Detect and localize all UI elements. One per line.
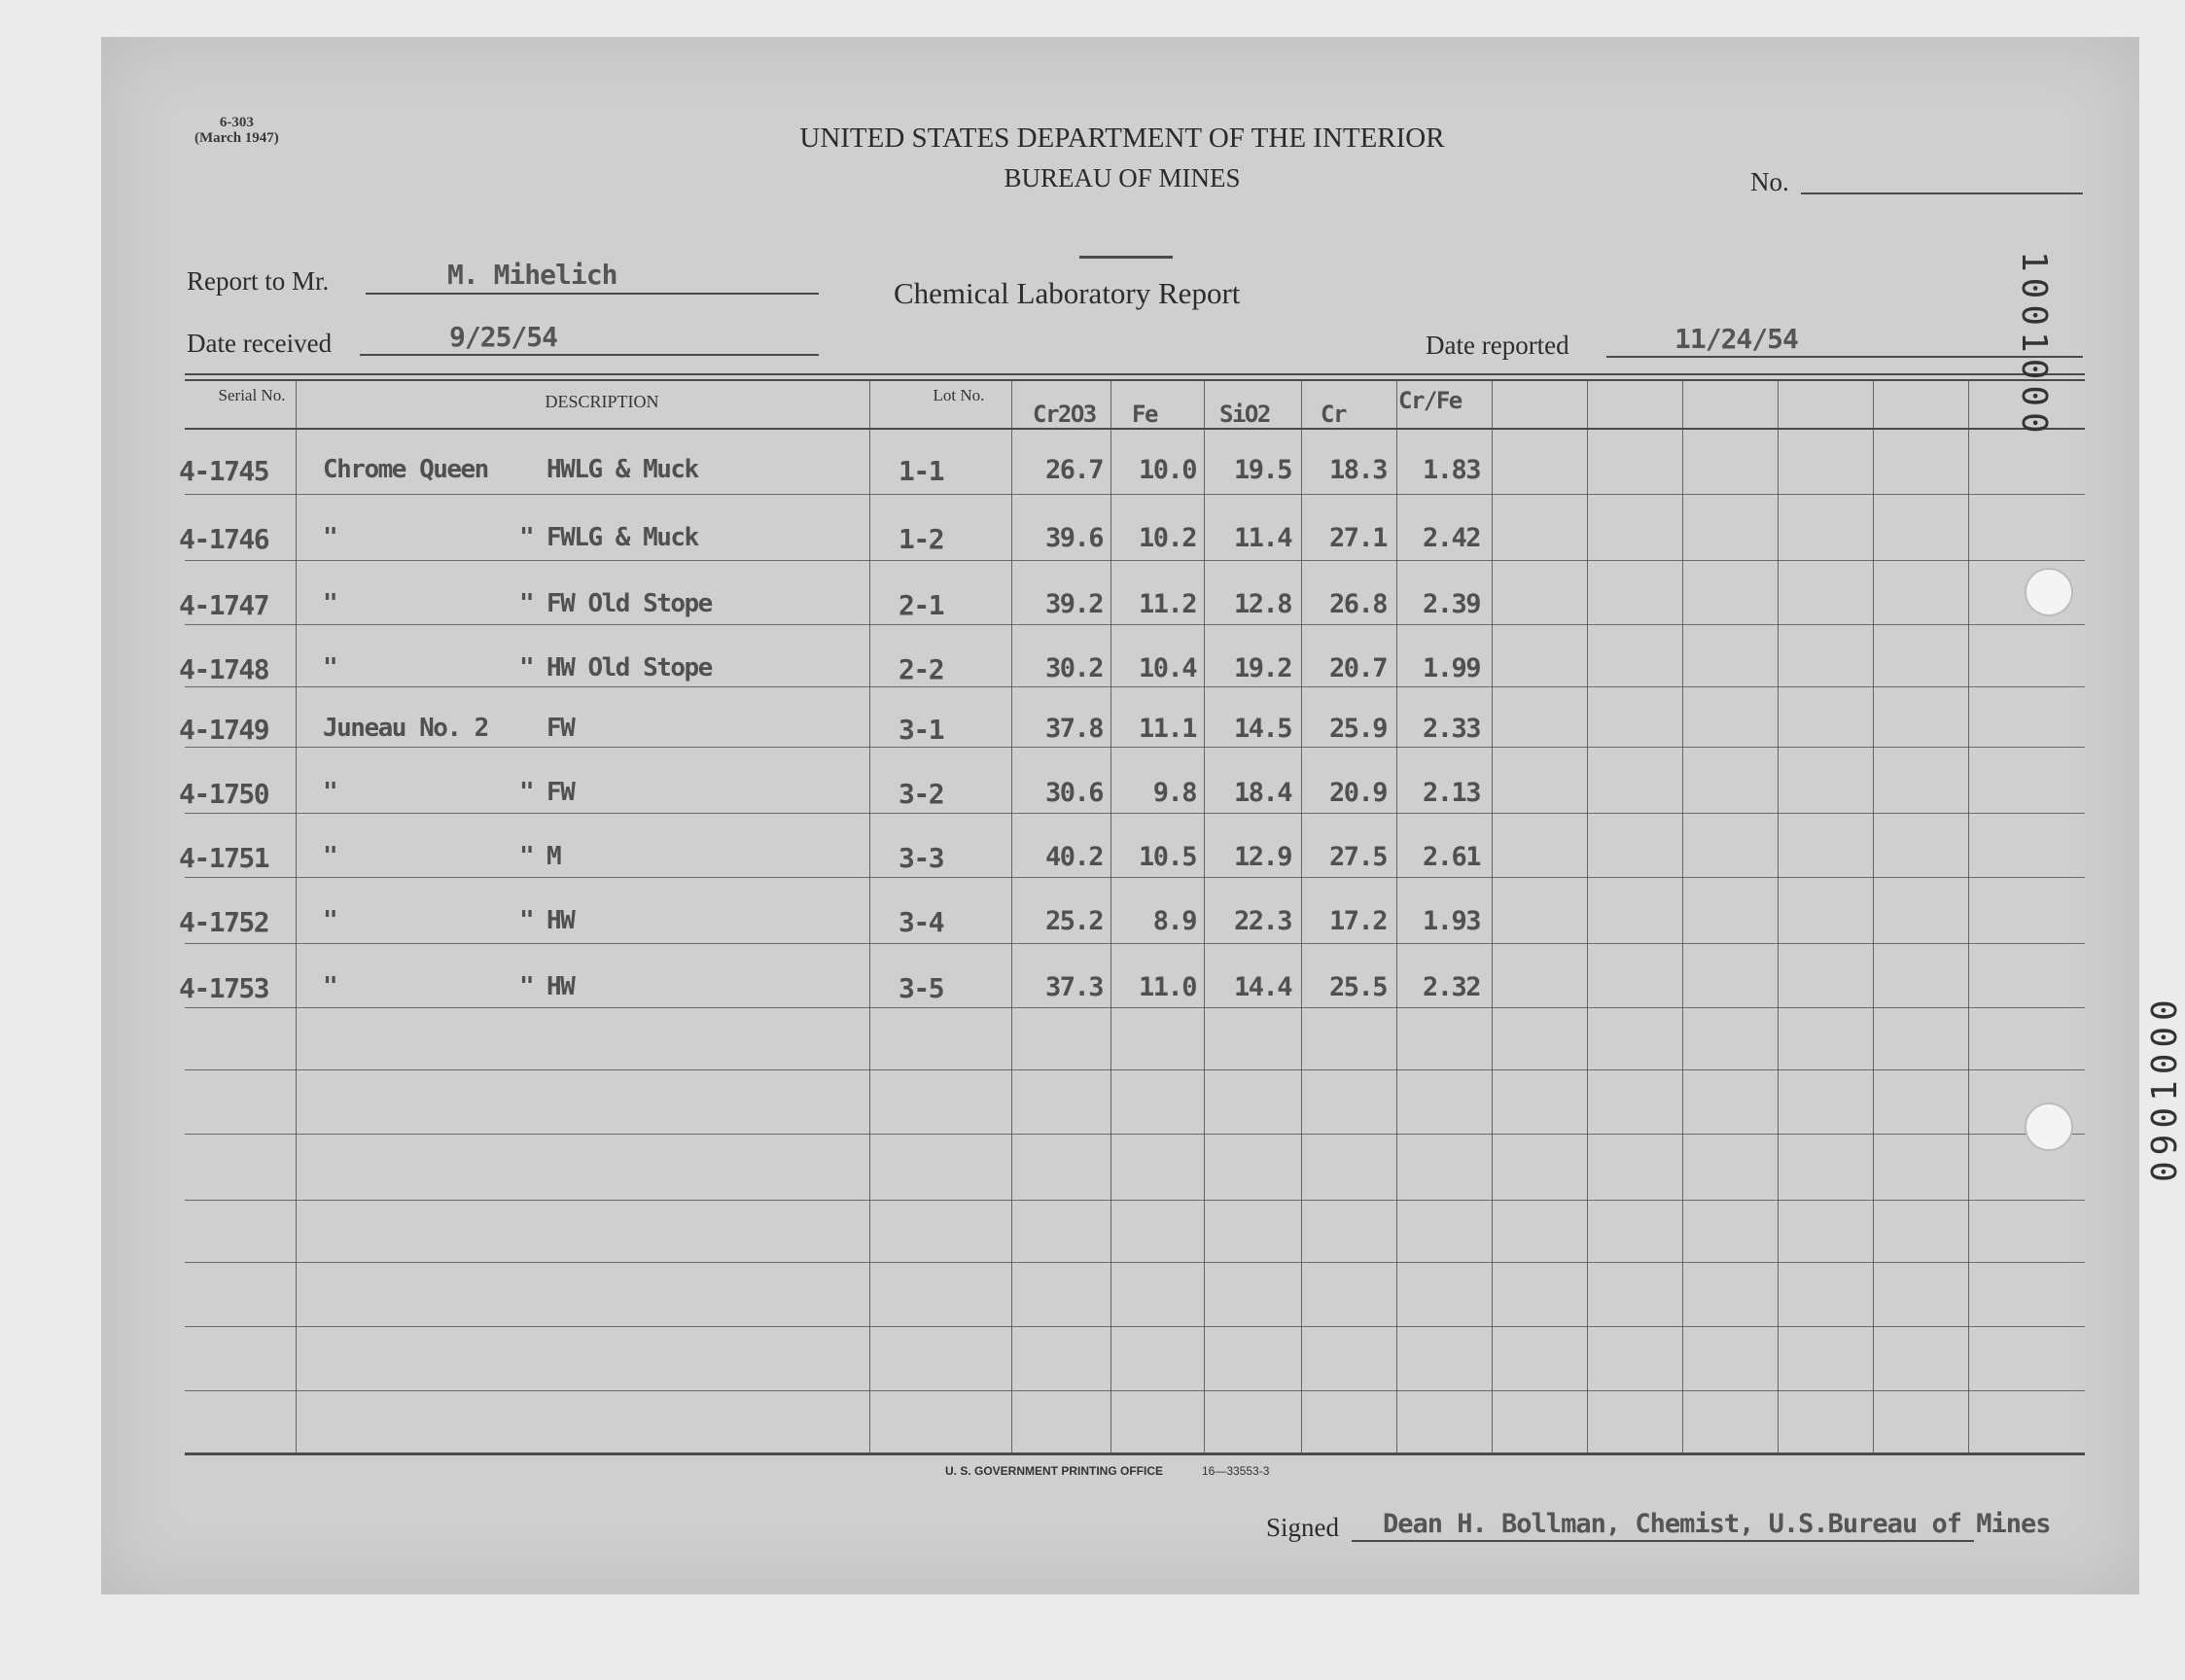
cell-d1: " xyxy=(323,842,337,871)
cell-lot: 3-3 xyxy=(899,842,944,874)
cell-d3: HW Old Stope xyxy=(546,653,712,682)
cell-crfe: 2.13 xyxy=(1422,778,1480,808)
cell-d1: Chrome Queen xyxy=(323,455,488,484)
date-reported-label: Date reported xyxy=(1426,331,1569,360)
report-to-value: M. Mihelich xyxy=(447,259,617,291)
cell-serial: 4-1750 xyxy=(179,778,269,810)
report-to-line xyxy=(366,293,819,295)
cell-cr2o3: 26.7 xyxy=(1044,455,1103,485)
cell-cr2o3: 40.2 xyxy=(1044,842,1103,872)
row-rule xyxy=(185,877,2085,878)
cell-sio2: 19.5 xyxy=(1233,455,1291,485)
date-received-value: 9/25/54 xyxy=(449,321,558,353)
cell-serial: 4-1749 xyxy=(179,714,269,746)
cell-cr2o3: 39.6 xyxy=(1044,523,1103,553)
cell-d3: HWLG & Muck xyxy=(546,455,698,484)
cell-lot: 3-4 xyxy=(899,906,944,938)
cell-crfe: 2.42 xyxy=(1422,523,1480,553)
cell-cr: 26.8 xyxy=(1328,589,1387,619)
cell-fe: 10.0 xyxy=(1138,455,1196,485)
cell-cr: 20.9 xyxy=(1328,778,1387,808)
cell-d3: FW Old Stope xyxy=(546,589,712,618)
cell-lot: 1-1 xyxy=(899,455,944,487)
printer-credit: U. S. GOVERNMENT PRINTING OFFICE xyxy=(945,1464,1164,1478)
form-date: (March 1947) xyxy=(194,130,279,146)
row-rule xyxy=(185,1262,2085,1263)
row-rule xyxy=(185,813,2085,814)
cell-cr2o3: 25.2 xyxy=(1044,906,1103,936)
cell-sio2: 11.4 xyxy=(1233,523,1291,553)
cell-fe: 11.0 xyxy=(1138,972,1196,1002)
cell-serial: 4-1751 xyxy=(179,842,269,874)
row-rule xyxy=(185,494,2085,495)
cell-serial: 4-1747 xyxy=(179,589,269,621)
cell-lot: 3-2 xyxy=(899,778,944,810)
row-rule xyxy=(185,1200,2085,1201)
cell-crfe: 1.83 xyxy=(1422,455,1480,485)
date-received-label: Date received xyxy=(187,329,333,358)
column-rule xyxy=(1587,381,1588,1452)
cell-cr: 18.3 xyxy=(1328,455,1387,485)
col-cr-header: Cr xyxy=(1321,401,1346,428)
cell-d1: Juneau No. 2 xyxy=(323,714,488,743)
punch-hole-top xyxy=(2025,568,2073,616)
printer-code: 16—33553-3 xyxy=(1202,1464,1270,1478)
cell-cr2o3: 37.8 xyxy=(1044,714,1103,744)
row-rule xyxy=(185,560,2085,561)
row-rule xyxy=(185,624,2085,625)
stamp-number-top: 1001000 xyxy=(2014,251,2054,439)
title-rule xyxy=(1079,256,1173,259)
cell-sio2: 12.9 xyxy=(1233,842,1291,872)
cell-sio2: 18.4 xyxy=(1233,778,1291,808)
cell-serial: 4-1746 xyxy=(179,523,269,555)
row-rule xyxy=(185,1326,2085,1327)
col-cr2o3-header: Cr2O3 xyxy=(1033,401,1096,428)
cell-crfe: 2.61 xyxy=(1422,842,1480,872)
cell-cr: 17.2 xyxy=(1328,906,1387,936)
cell-lot: 2-1 xyxy=(899,589,944,621)
cell-serial: 4-1748 xyxy=(179,653,269,685)
no-label: No. xyxy=(1750,167,1789,196)
cell-cr: 25.5 xyxy=(1328,972,1387,1002)
cell-sio2: 19.2 xyxy=(1233,653,1291,683)
cell-d2: " xyxy=(519,778,534,807)
cell-sio2: 22.3 xyxy=(1233,906,1291,936)
cell-cr2o3: 39.2 xyxy=(1044,589,1103,619)
col-serial-header: Serial No. xyxy=(218,386,286,404)
row-rule xyxy=(185,1069,2085,1070)
cell-fe: 11.2 xyxy=(1138,589,1196,619)
row-rule xyxy=(185,1134,2085,1135)
signed-line xyxy=(1352,1540,1974,1542)
column-rule xyxy=(1778,381,1779,1452)
no-line xyxy=(1801,192,2083,194)
cell-crfe: 1.93 xyxy=(1422,906,1480,936)
cell-fe: 10.5 xyxy=(1138,842,1196,872)
cell-crfe: 2.33 xyxy=(1422,714,1480,744)
column-rule xyxy=(1873,381,1874,1452)
report-title: Chemical Laboratory Report xyxy=(894,276,1241,310)
col-description-header: DESCRIPTION xyxy=(545,392,659,411)
cell-serial: 4-1745 xyxy=(179,455,269,487)
form-number: 6-303 xyxy=(219,115,254,130)
column-rule xyxy=(1682,381,1683,1452)
col-crfe-header: Cr/Fe xyxy=(1398,387,1462,414)
date-received-line xyxy=(360,354,819,356)
cell-cr: 27.1 xyxy=(1328,523,1387,553)
cell-cr2o3: 30.6 xyxy=(1044,778,1103,808)
date-reported-value: 11/24/54 xyxy=(1674,323,1798,355)
col-fe-header: Fe xyxy=(1132,401,1157,428)
signed-value: Dean H. Bollman, Chemist, U.S.Bureau of Mines xyxy=(1383,1509,2051,1539)
cell-d3: HW xyxy=(546,972,575,1001)
signed-label: Signed xyxy=(1266,1513,1340,1542)
cell-d2: " xyxy=(519,653,534,682)
cell-d2: " xyxy=(519,972,534,1001)
row-rule xyxy=(185,943,2085,944)
row-rule xyxy=(185,1390,2085,1391)
table-bottom-rule xyxy=(185,1452,2085,1455)
col-lot-header: Lot No. xyxy=(933,386,985,404)
table-top-rule xyxy=(185,373,2085,375)
col-sio2-header: SiO2 xyxy=(1219,401,1270,428)
cell-d2: " xyxy=(519,589,534,618)
cell-d1: " xyxy=(323,653,337,682)
cell-fe: 10.2 xyxy=(1138,523,1196,553)
column-rule xyxy=(869,381,870,1452)
column-rule xyxy=(1968,381,1969,1452)
cell-lot: 3-1 xyxy=(899,714,944,746)
cell-lot: 3-5 xyxy=(899,972,944,1004)
cell-cr2o3: 37.3 xyxy=(1044,972,1103,1002)
cell-d2: " xyxy=(519,842,534,871)
cell-cr: 27.5 xyxy=(1328,842,1387,872)
cell-serial: 4-1753 xyxy=(179,972,269,1004)
cell-d3: FWLG & Muck xyxy=(546,523,698,552)
cell-d1: " xyxy=(323,523,337,552)
cell-sio2: 12.8 xyxy=(1233,589,1291,619)
report-to-label: Report to Mr. xyxy=(187,266,330,296)
cell-lot: 2-2 xyxy=(899,653,944,685)
column-rule xyxy=(1492,381,1493,1452)
cell-d2: " xyxy=(519,523,534,552)
table-top-rule-2 xyxy=(185,379,2085,381)
cell-d2: " xyxy=(519,906,534,935)
cell-cr: 25.9 xyxy=(1328,714,1387,744)
row-rule xyxy=(185,1007,2085,1008)
cell-d3: FW xyxy=(546,714,575,743)
cell-fe: 11.1 xyxy=(1138,714,1196,744)
cell-cr2o3: 30.2 xyxy=(1044,653,1103,683)
cell-crfe: 2.39 xyxy=(1422,589,1480,619)
header-bottom-rule xyxy=(185,428,2085,430)
cell-cr: 20.7 xyxy=(1328,653,1387,683)
cell-fe: 9.8 xyxy=(1152,778,1196,808)
bureau-heading: BUREAU OF MINES xyxy=(1004,163,1241,192)
cell-d1: " xyxy=(323,972,337,1001)
cell-d1: " xyxy=(323,589,337,618)
department-heading: UNITED STATES DEPARTMENT OF THE INTERIOR xyxy=(799,122,1445,154)
row-rule xyxy=(185,686,2085,687)
cell-sio2: 14.5 xyxy=(1233,714,1291,744)
cell-crfe: 1.99 xyxy=(1422,653,1480,683)
cell-sio2: 14.4 xyxy=(1233,972,1291,1002)
report-sheet xyxy=(101,37,2185,1594)
punch-hole-bottom xyxy=(2025,1102,2073,1151)
cell-crfe: 2.32 xyxy=(1422,972,1480,1002)
date-reported-line xyxy=(1606,356,2083,358)
cell-d1: " xyxy=(323,778,337,807)
cell-d3: HW xyxy=(546,906,575,935)
cell-lot: 1-2 xyxy=(899,523,944,555)
cell-serial: 4-1752 xyxy=(179,906,269,938)
cell-fe: 10.4 xyxy=(1138,653,1196,683)
cell-d1: " xyxy=(323,906,337,935)
cell-d3: M xyxy=(546,842,561,871)
stamp-number-bottom: 0901000 xyxy=(2145,994,2185,1182)
cell-d3: FW xyxy=(546,778,575,807)
row-rule xyxy=(185,747,2085,748)
cell-fe: 8.9 xyxy=(1152,906,1196,936)
